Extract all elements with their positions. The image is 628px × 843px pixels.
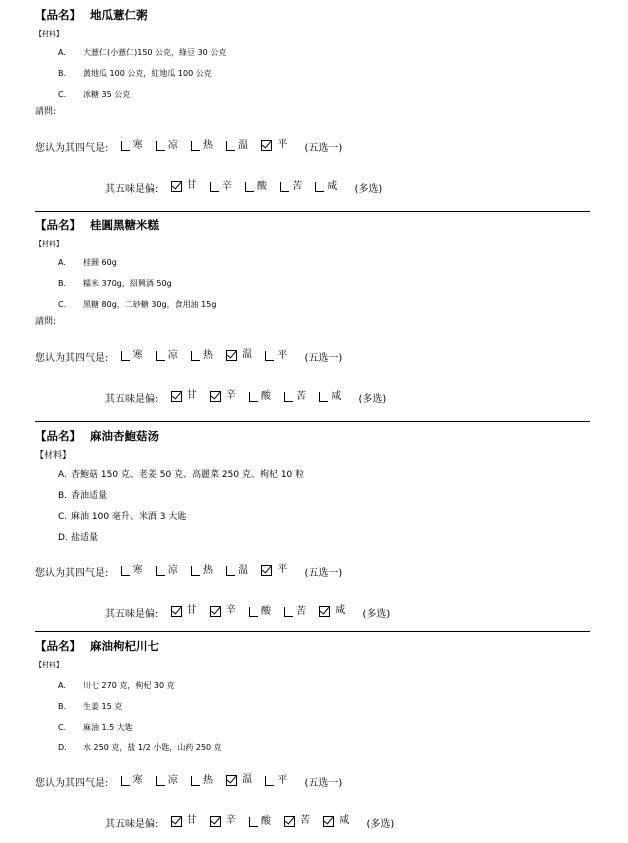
ingredient-item: C. 黑糖 80g，二砂糖 30g，食用油 15g [58, 300, 217, 309]
wu-option-bitter[interactable]: 苦 [284, 604, 306, 620]
five-flavor-row [105, 388, 386, 404]
checkbox-icon[interactable] [156, 141, 165, 151]
checked-checkbox-icon[interactable] [171, 606, 182, 617]
qi-option-neutral[interactable]: 平 [265, 348, 287, 364]
wu-option-sour[interactable]: 酸 [249, 604, 271, 620]
wu-note: (多选) [362, 608, 391, 620]
wu-option-bitter[interactable]: 苦 [280, 179, 302, 195]
checked-checkbox-icon[interactable] [226, 775, 237, 786]
recipe-title: 【品名】 麻油杏鮑菇汤 [35, 429, 159, 443]
five-flavor-label: 其五味是偏: [105, 393, 159, 405]
wu-option-sour[interactable]: 酸 [249, 389, 271, 405]
ingredient-item: D. 盐适量 [58, 533, 99, 543]
materials-label: 【材料】 [35, 451, 72, 461]
recipe-section-3 [0, 421, 628, 631]
qi-note: (五选一) [304, 142, 343, 154]
qi-option-cold[interactable]: 寒 [121, 563, 143, 579]
materials-label: 【材料】 [35, 661, 63, 669]
wu-note: (多选) [354, 183, 383, 195]
materials-label: 【材料】 [35, 240, 63, 248]
wu-option-sweet[interactable]: 甘 [171, 813, 197, 829]
five-flavor-label: 其五味是偏: [105, 818, 159, 830]
qi-option-cold[interactable]: 寒 [121, 348, 143, 364]
recipe-title: 【品名】 地瓜薏仁粥 [35, 8, 148, 22]
recipe-title: 【品名】 麻油枸杞川七 [35, 639, 159, 653]
checked-checkbox-icon[interactable] [261, 140, 272, 151]
qi-option-warm[interactable]: 温 [226, 772, 252, 788]
qi-note: (五选一) [304, 567, 343, 579]
wu-option-salty[interactable]: 咸 [319, 389, 341, 405]
checked-checkbox-icon[interactable] [171, 181, 182, 192]
materials-label: 【材料】 [35, 30, 63, 38]
checkbox-icon[interactable] [121, 351, 130, 361]
ingredient-item: A. 大薏仁(小薏仁)150 公克，綠豆 30 公克 [58, 48, 227, 57]
qi-option-cold[interactable]: 寒 [121, 773, 143, 789]
recipe-section-2 [0, 210, 628, 420]
qi-option-hot[interactable]: 热 [191, 563, 213, 579]
checked-checkbox-icon[interactable] [171, 816, 182, 827]
qi-option-hot[interactable]: 热 [191, 138, 213, 154]
checkbox-icon[interactable] [156, 776, 165, 786]
ingredient-item: B. 香油适量 [58, 491, 108, 501]
wu-option-sweet[interactable]: 甘 [171, 603, 197, 619]
wu-option-salty[interactable]: 咸 [323, 813, 349, 829]
four-qi-row [35, 347, 342, 363]
wu-option-pungent[interactable]: 辛 [210, 388, 236, 404]
checkbox-icon[interactable] [121, 776, 130, 786]
checked-checkbox-icon[interactable] [319, 606, 330, 617]
checkbox-icon[interactable] [249, 392, 258, 402]
wu-option-sweet[interactable]: 甘 [171, 388, 197, 404]
qi-option-cold[interactable]: 寒 [121, 138, 143, 154]
ingredient-item: C. 冰糖 35 公克 [58, 90, 131, 99]
ingredient-item: B. 糯米 370g，紹興酒 50g [58, 279, 172, 288]
wu-option-bitter[interactable]: 苦 [284, 389, 306, 405]
wu-option-pungent[interactable]: 辛 [210, 179, 232, 195]
qi-option-cool[interactable]: 凉 [156, 348, 178, 364]
checkbox-icon[interactable] [210, 182, 219, 192]
ingredient-item: B. 生姜 15 克 [58, 702, 123, 711]
ingredient-item: A. 川七 270 克，枸杞 30 克 [58, 681, 175, 690]
ingredient-item: C. 麻油 100 毫升、米酒 3 大匙 [58, 512, 187, 522]
ingredient-item: A. 桂圓 60g [58, 258, 117, 267]
qi-option-neutral[interactable]: 平 [261, 562, 287, 578]
checked-checkbox-icon[interactable] [261, 565, 272, 576]
checkbox-icon[interactable] [226, 566, 235, 576]
checkbox-icon[interactable] [284, 392, 293, 402]
ingredient-item: D. 水 250 克，盐 1/2 小匙，山药 250 克 [58, 743, 222, 752]
checked-checkbox-icon[interactable] [284, 816, 295, 827]
checkbox-icon[interactable] [156, 351, 165, 361]
checkbox-icon[interactable] [284, 607, 293, 617]
four-qi-row [35, 137, 342, 153]
qi-option-cool[interactable]: 凉 [156, 773, 178, 789]
four-qi-label: 您认为其四气是: [35, 142, 109, 154]
five-flavor-row [105, 178, 382, 194]
qi-option-cool[interactable]: 凉 [156, 563, 178, 579]
recipe-section-4 [0, 631, 628, 841]
checked-checkbox-icon[interactable] [171, 391, 182, 402]
checkbox-icon[interactable] [319, 392, 328, 402]
qi-option-hot[interactable]: 热 [191, 348, 213, 364]
four-qi-label: 您认为其四气是: [35, 567, 109, 579]
wu-option-bitter[interactable]: 苦 [284, 813, 310, 829]
wu-option-sour[interactable]: 酸 [249, 814, 271, 830]
qi-option-neutral[interactable]: 平 [261, 137, 287, 153]
checkbox-icon[interactable] [191, 566, 200, 576]
qi-option-warm[interactable]: 温 [226, 138, 248, 154]
question-label: 請問: [35, 107, 57, 117]
qi-option-warm[interactable]: 温 [226, 347, 252, 363]
ingredient-item: B. 黃地瓜 100 公克，紅地瓜 100 公克 [58, 69, 212, 78]
qi-option-warm[interactable]: 温 [226, 563, 248, 579]
checkbox-icon[interactable] [191, 351, 200, 361]
qi-option-hot[interactable]: 热 [191, 773, 213, 789]
checkbox-icon[interactable] [265, 776, 274, 786]
checkbox-icon[interactable] [191, 141, 200, 151]
checkbox-icon[interactable] [249, 607, 258, 617]
wu-option-sweet[interactable]: 甘 [171, 178, 197, 194]
ingredient-item: A. 杏鮑菇 150 克、老姜 50 克、高麗菜 250 克、枸杞 10 粒 [58, 470, 305, 480]
four-qi-label: 您认为其四气是: [35, 777, 109, 789]
checkbox-icon[interactable] [226, 141, 235, 151]
ingredient-item: C. 麻油 1.5 大匙 [58, 723, 133, 732]
five-flavor-row [105, 603, 390, 619]
checkbox-icon[interactable] [121, 566, 130, 576]
wu-note: (多选) [366, 818, 395, 830]
qi-option-cool[interactable]: 凉 [156, 138, 178, 154]
five-flavor-label: 其五味是偏: [105, 183, 159, 195]
checked-checkbox-icon[interactable] [226, 350, 237, 361]
checked-checkbox-icon[interactable] [210, 816, 221, 827]
qi-option-neutral[interactable]: 平 [265, 773, 287, 789]
wu-option-pungent[interactable]: 辛 [210, 813, 236, 829]
wu-option-sour[interactable]: 酸 [245, 179, 267, 195]
wu-option-salty[interactable]: 咸 [315, 179, 337, 195]
checkbox-icon[interactable] [280, 182, 289, 192]
qi-note: (五选一) [304, 777, 343, 789]
checked-checkbox-icon[interactable] [210, 606, 221, 617]
checkbox-icon[interactable] [315, 182, 324, 192]
checkbox-icon[interactable] [191, 776, 200, 786]
four-qi-row [35, 772, 342, 788]
checked-checkbox-icon[interactable] [210, 391, 221, 402]
qi-note: (五选一) [304, 352, 343, 364]
four-qi-label: 您认为其四气是: [35, 352, 109, 364]
checkbox-icon[interactable] [121, 141, 130, 151]
checkbox-icon[interactable] [156, 566, 165, 576]
checked-checkbox-icon[interactable] [323, 816, 334, 827]
wu-option-salty[interactable]: 咸 [319, 603, 345, 619]
recipe-section-1 [0, 0, 628, 210]
checkbox-icon[interactable] [265, 351, 274, 361]
five-flavor-row [105, 813, 394, 829]
four-qi-row [35, 562, 342, 578]
five-flavor-label: 其五味是偏: [105, 608, 159, 620]
wu-note: (多选) [358, 393, 387, 405]
question-label: 請問: [35, 317, 57, 327]
checkbox-icon[interactable] [249, 817, 258, 827]
recipe-title: 【品名】 桂圓黑糖米糕 [35, 218, 159, 232]
wu-option-pungent[interactable]: 辛 [210, 603, 236, 619]
checkbox-icon[interactable] [245, 182, 254, 192]
